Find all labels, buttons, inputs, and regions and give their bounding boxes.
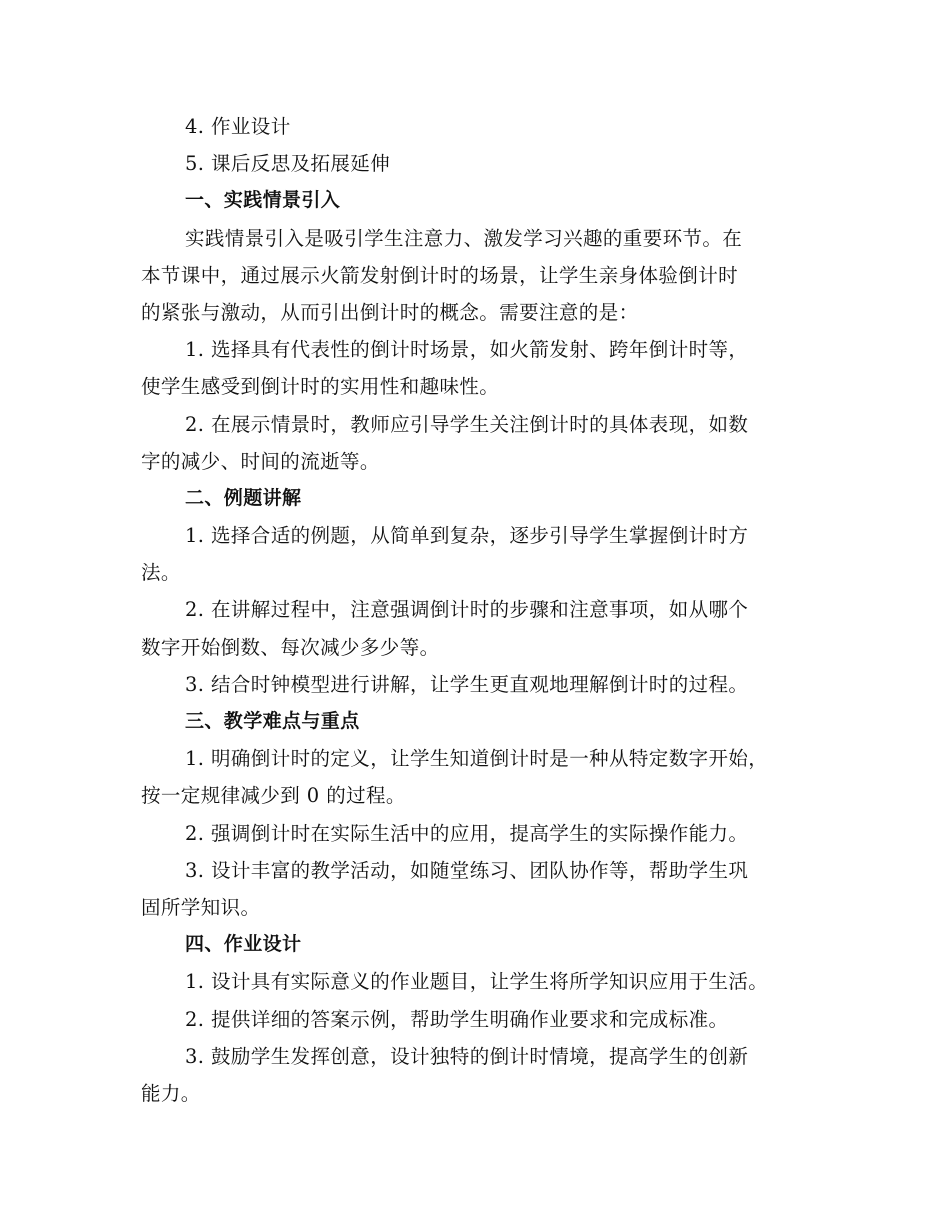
list-item-line: 2. 提供详细的答案示例，帮助学生明确作业要求和完成标准。 xyxy=(185,1007,729,1031)
list-item-line: 法。 xyxy=(141,561,181,585)
list-item-line: 数字开始倒数、每次减少多少等。 xyxy=(141,635,440,659)
list-item-line: 1. 选择合适的例题，从简单到复杂，逐步引导学生掌握倒计时方 xyxy=(185,524,749,548)
list-item-line: 3. 设计丰富的教学活动，如随堂练习、团队协作等，帮助学生巩 xyxy=(185,858,749,882)
section-heading: 一、实践情景引入 xyxy=(185,189,341,212)
list-item-line: 3. 鼓励学生发挥创意，设计独特的倒计时情境，提高学生的创新 xyxy=(185,1044,749,1068)
list-item-line: 2. 在讲解过程中，注意强调倒计时的步骤和注意事项，如从哪个 xyxy=(185,598,749,622)
section-heading: 四、作业设计 xyxy=(185,933,302,956)
list-item-line: 按一定规律减少到 0 的过程。 xyxy=(141,784,406,808)
section-heading: 二、例题讲解 xyxy=(185,486,302,509)
paragraph-line: 实践情景引入是吸引学生注意力、激发学习兴趣的重要环节。在 xyxy=(185,226,743,250)
list-item-line: 字的减少、时间的流逝等。 xyxy=(141,449,380,473)
outline-item: 4. 作业设计 xyxy=(185,115,291,138)
paragraph-line: 本节课中，通过展示火箭发射倒计时的场景，让学生亲身体验倒计时 xyxy=(141,263,739,287)
list-item-line: 1. 选择具有代表性的倒计时场景，如火箭发射、跨年倒计时等， xyxy=(185,338,749,362)
list-item-line: 1. 明确倒计时的定义，让学生知道倒计时是一种从特定数字开始， xyxy=(185,747,769,771)
outline-item: 5. 课后反思及拓展延伸 xyxy=(185,152,391,176)
paragraph-line: 的紧张与激动，从而引出倒计时的概念。需要注意的是： xyxy=(141,300,639,324)
list-item-line: 2. 在展示情景时，教师应引导学生关注倒计时的具体表现，如数 xyxy=(185,412,749,436)
list-item-line: 能力。 xyxy=(141,1081,201,1105)
list-item-line: 使学生感受到倒计时的实用性和趣味性。 xyxy=(141,375,500,399)
section-heading: 三、教学难点与重点 xyxy=(185,710,360,732)
document-body xyxy=(141,108,813,1112)
list-item-line: 1. 设计具有实际意义的作业题目，让学生将所学知识应用于生活。 xyxy=(185,970,769,994)
list-item-line: 固所学知识。 xyxy=(141,895,261,919)
list-item-line: 3. 结合时钟模型进行讲解，让学生更直观地理解倒计时的过程。 xyxy=(185,672,749,696)
list-item-line: 2. 强调倒计时在实际生活中的应用，提高学生的实际操作能力。 xyxy=(185,821,749,845)
